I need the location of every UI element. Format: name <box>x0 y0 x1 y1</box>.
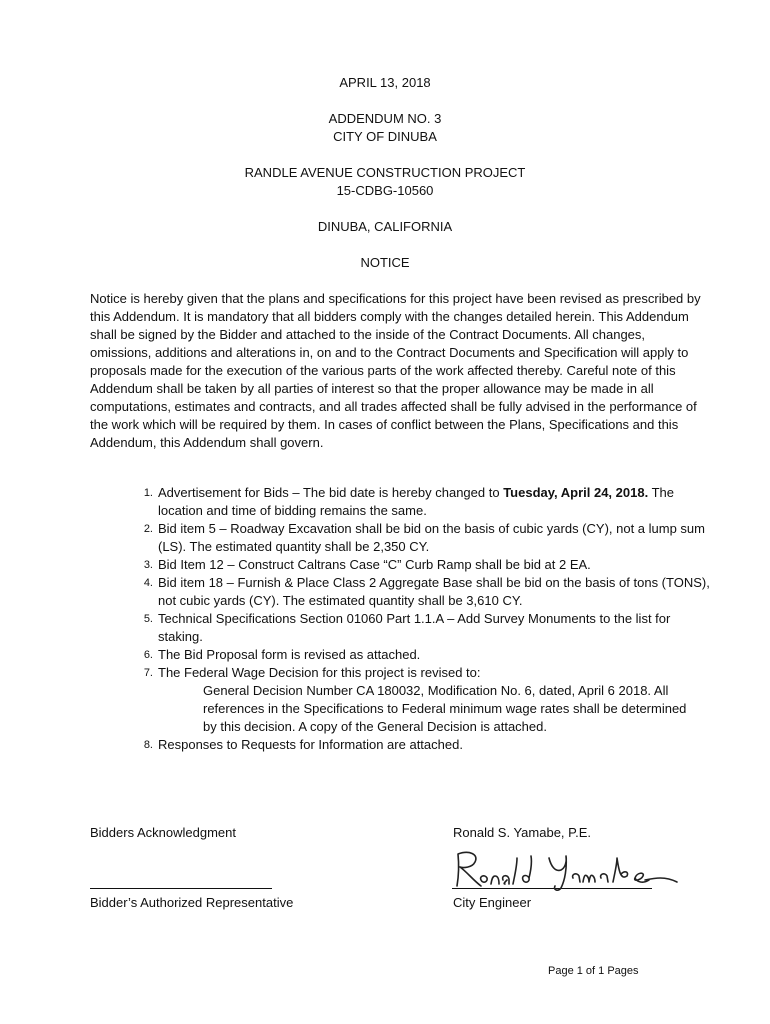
list-number: 7. <box>143 667 153 679</box>
notice-line: omissions, additions and alterations in, on and to the Contract Documents and Specification will apply to <box>90 345 689 360</box>
list-item-line: Bid item 5 – Roadway Excavation shall be bid on the basis of cubic yards (CY), not a lump sum <box>158 521 705 536</box>
engineer-title: City Engineer <box>453 895 532 910</box>
document-date: APRIL 13, 2018 <box>339 75 431 90</box>
list-item-line: (LS). The estimated quantity shall be 2,350 CY. <box>158 539 430 554</box>
list-item-text: The <box>648 485 674 500</box>
list-item-line: Bid item 18 – Furnish & Place Class 2 Aggregate Base shall be bid on the basis of tons (TONS), <box>158 575 710 590</box>
notice-line: this Addendum. It is mandatory that all bidders comply with the changes detailed herein. This Addendum <box>90 309 689 324</box>
city-name: CITY OF DINUBA <box>333 129 437 144</box>
list-number: 1. <box>143 487 153 499</box>
notice-heading: NOTICE <box>360 255 410 270</box>
wage-decision-line: General Decision Number CA 180032, Modification No. 6, dated, April 6 2018. All <box>203 683 669 698</box>
list-item-line: Responses to Requests for Information are attached. <box>158 737 463 752</box>
notice-line: Addendum, this Addendum shall govern. <box>90 435 324 450</box>
list-item-line <box>158 484 688 502</box>
engineer-name: Ronald S. Yamabe, P.E. <box>453 825 592 840</box>
list-number: 5. <box>143 613 153 625</box>
page-number: Page 1 of 1 Pages <box>548 965 639 977</box>
project-number: 15-CDBG-10560 <box>336 183 434 198</box>
notice-line: proposals made for the execution of the various parts of the work affected thereby. Careful note of this <box>90 363 676 378</box>
bidder-signature-line <box>90 888 272 889</box>
list-number: 3. <box>143 559 153 571</box>
list-number: 6. <box>143 649 153 661</box>
addendum-number: ADDENDUM NO. 3 <box>328 111 442 126</box>
bidder-representative-label: Bidder’s Authorized Representative <box>90 895 294 910</box>
notice-line: Addendum shall be taken by all parties of interest so that the proper allowance may be made in all <box>90 381 654 396</box>
list-item-line: staking. <box>158 629 203 644</box>
notice-line: computations, estimates and contracts, and all trades affected shall be fully advised in the performance of <box>90 399 697 414</box>
list-item-line: not cubic yards (CY). The estimated quantity shall be 3,610 CY. <box>158 593 523 608</box>
engineer-signature-image <box>445 846 685 896</box>
list-item-line: The Bid Proposal form is revised as attached. <box>158 647 421 662</box>
notice-line: the work which will be required by them. In cases of conflict between the Plans, Specifications and this <box>90 417 679 432</box>
project-name: RANDLE AVENUE CONSTRUCTION PROJECT <box>244 165 526 180</box>
list-number: 8. <box>143 739 153 751</box>
list-item-line: location and time of bidding remains the same. <box>158 503 427 518</box>
list-item-text: Advertisement for Bids – The bid date is hereby changed to <box>158 485 504 500</box>
list-item-line: Technical Specifications Section 01060 Part 1.1.A – Add Survey Monuments to the list for <box>158 611 671 626</box>
list-item-line: The Federal Wage Decision for this project is revised to: <box>158 665 481 680</box>
bidders-acknowledgment-label: Bidders Acknowledgment <box>90 825 236 840</box>
wage-decision-line: references in the Specifications to Federal minimum wage rates shall be determined <box>203 701 687 716</box>
notice-line: Notice is hereby given that the plans and specifications for this project have been revised as prescribed by <box>90 291 701 306</box>
list-number: 4. <box>143 577 153 589</box>
wage-decision-line: by this decision. A copy of the General Decision is attached. <box>203 719 547 734</box>
list-item-line: Bid Item 12 – Construct Caltrans Case “C” Curb Ramp shall be bid at 2 EA. <box>158 557 591 572</box>
notice-line: shall be signed by the Bidder and attached to the inside of the Contract Documents. All changes, <box>90 327 646 342</box>
project-location: DINUBA, CALIFORNIA <box>317 219 453 234</box>
bid-date-emphasis: Tuesday, April 24, 2018. <box>503 485 649 500</box>
list-number: 2. <box>143 523 153 535</box>
